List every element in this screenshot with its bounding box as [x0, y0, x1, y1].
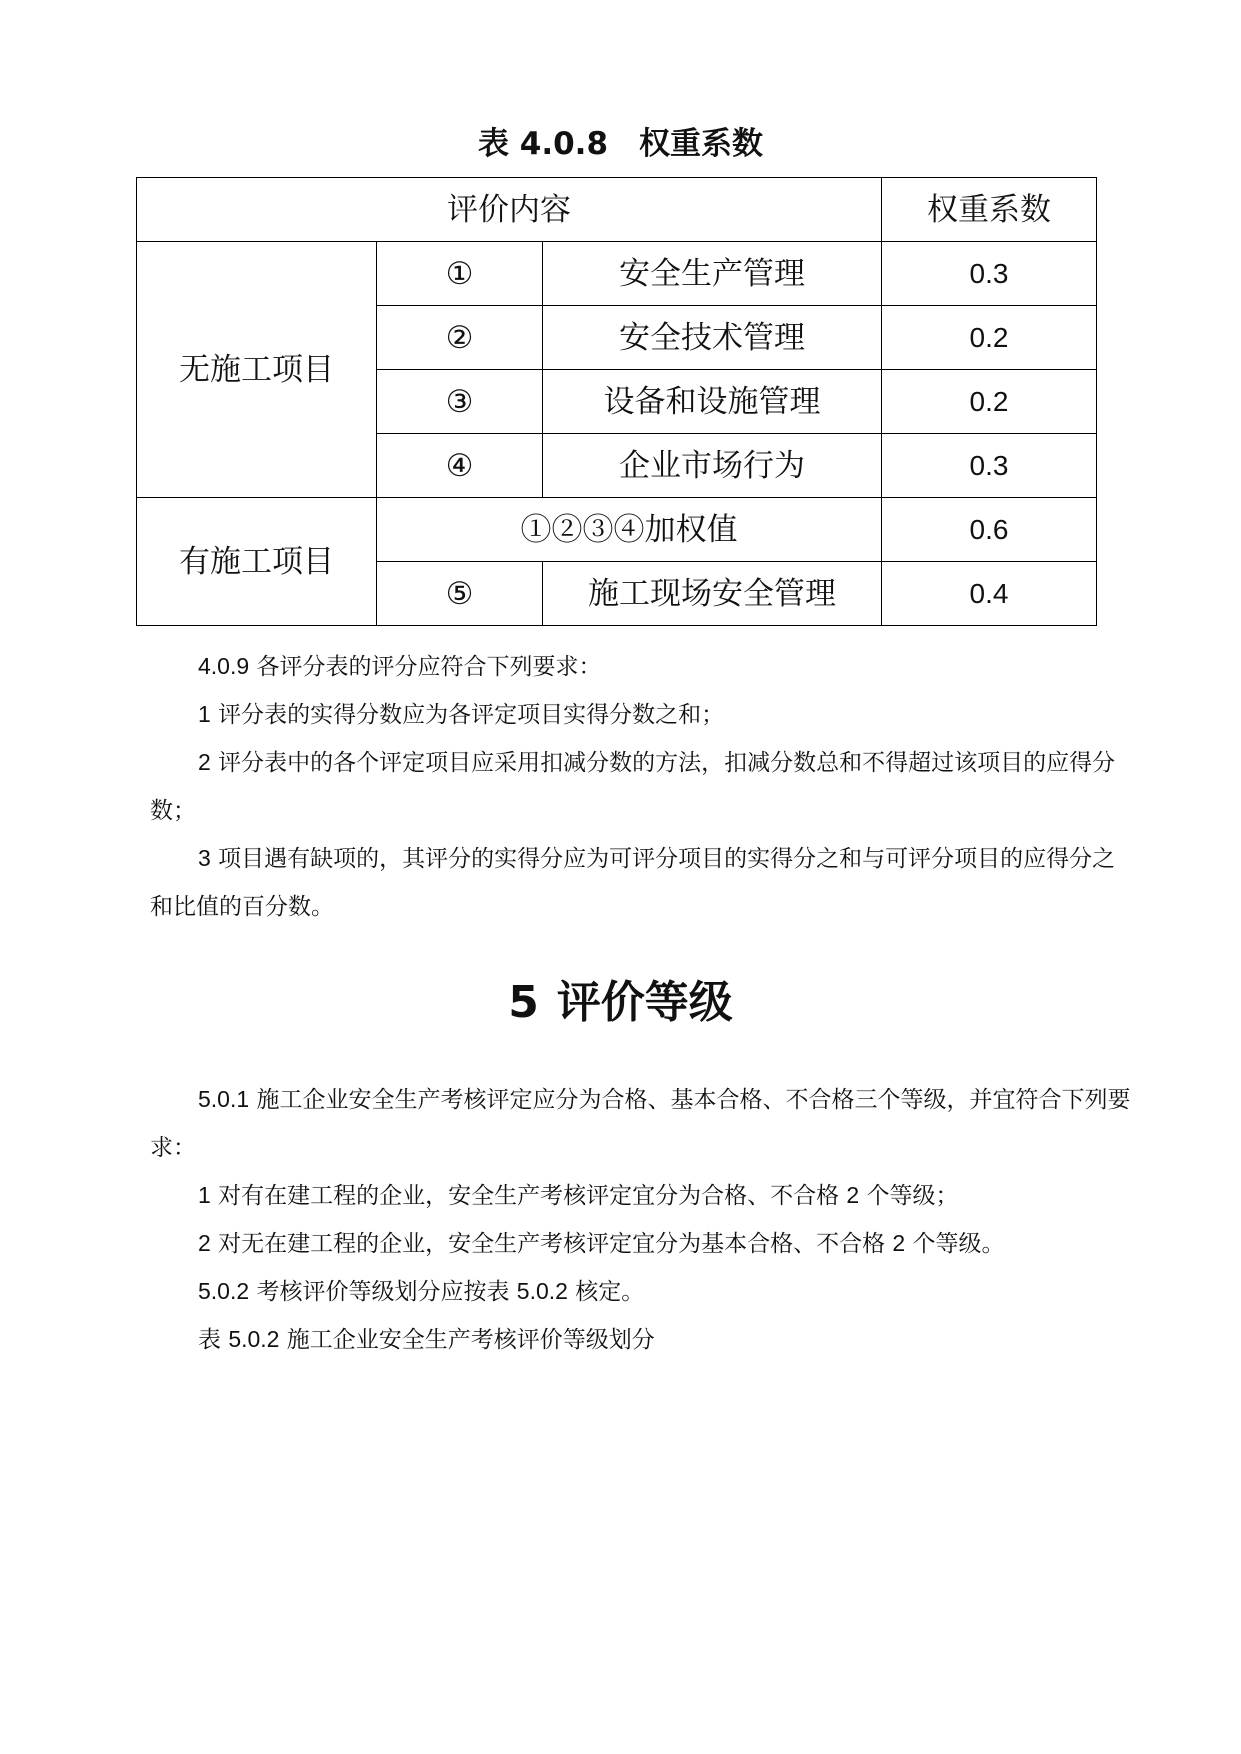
level-count: 2	[892, 1230, 906, 1256]
item-mark: ⑤	[377, 562, 543, 626]
table-row	[137, 498, 1097, 562]
clause-number: 5.0.2	[198, 1278, 250, 1304]
header-weight-coefficient: 权重系数	[882, 178, 1097, 242]
clause-text-end: 核定。	[567, 1279, 645, 1305]
weight-coefficient-table	[136, 177, 1097, 626]
group-label-no-construction: 无施工项目	[137, 242, 377, 498]
item-text: 项目遇有缺项的，其评分的实得分应为可评分项目的实得分之和与可评分项目的应得分之和比值的百分数。	[150, 846, 1116, 920]
item-text: 对有在建工程的企业，安全生产考核评定宜分为合格、不合格	[210, 1183, 847, 1209]
item-number: 2	[198, 1230, 211, 1256]
clause-4-0-9-item-3	[150, 834, 1136, 931]
item-text-end: 个等级。	[905, 1231, 1005, 1257]
item-weight: 0.2	[882, 306, 1097, 370]
caption-prefix: 表	[198, 1327, 229, 1353]
group-label-with-construction: 有施工项目	[137, 498, 377, 626]
item-mark: ①	[377, 242, 543, 306]
item-weight: 0.2	[882, 370, 1097, 434]
table-header-row	[137, 178, 1097, 242]
item-mark: ③	[377, 370, 543, 434]
clause-4-0-9	[150, 642, 1136, 691]
item-weight: 0.3	[882, 434, 1097, 498]
clause-4-0-9-item-1	[150, 690, 1136, 739]
caption-number: 5.0.2	[228, 1326, 280, 1352]
item-text: 评分表的实得分数应为各评定项目实得分数之和；	[210, 702, 725, 728]
clause-5-0-1-item-2	[150, 1219, 1136, 1268]
table-caption: 表 4.0.8 权重系数	[477, 126, 764, 162]
clause-text: 考核评价等级划分应按表	[249, 1279, 517, 1305]
item-text-end: 个等级；	[859, 1183, 959, 1209]
clause-number: 5.0.1	[198, 1086, 250, 1112]
item-text: 对无在建工程的企业，安全生产考核评定宜分为基本合格、不合格	[210, 1231, 893, 1257]
clause-text: 各评分表的评分应符合下列要求：	[249, 654, 602, 680]
weighted-value-label: ①②③④加权值	[377, 498, 882, 562]
clause-text: 施工企业安全生产考核评定应分为合格、基本合格、不合格三个等级，并宜符合下列要求：	[150, 1087, 1131, 1161]
item-name: 企业市场行为	[543, 434, 882, 498]
item-number: 2	[198, 749, 211, 775]
item-number: 3	[198, 845, 211, 871]
section-title: 评价等级	[556, 977, 733, 1028]
item-mark: ④	[377, 434, 543, 498]
item-name: 施工现场安全管理	[543, 562, 882, 626]
item-number: 1	[198, 701, 211, 727]
item-mark: ②	[377, 306, 543, 370]
level-count: 2	[846, 1182, 860, 1208]
section-number: 5	[508, 977, 539, 1028]
item-text: 评分表中的各个评定项目应采用扣减分数的方法，扣减分数总和不得超过该项目的应得分数；	[150, 750, 1116, 824]
clause-4-0-9-item-2	[150, 738, 1136, 835]
item-number: 1	[198, 1182, 211, 1208]
caption-title: 施工企业安全生产考核评价等级划分	[279, 1327, 655, 1353]
clause-5-0-1-item-1	[150, 1171, 1136, 1220]
table-row	[137, 242, 1097, 306]
clause-5-0-2	[150, 1267, 1136, 1316]
item-name: 设备和设施管理	[543, 370, 882, 434]
item-name: 安全技术管理	[543, 306, 882, 370]
table-5-0-2-caption	[150, 1315, 1136, 1364]
clause-5-0-1	[150, 1075, 1136, 1172]
clause-number: 4.0.9	[198, 653, 250, 679]
item-name: 安全生产管理	[543, 242, 882, 306]
item-weight: 0.3	[882, 242, 1097, 306]
weighted-value-weight: 0.6	[882, 498, 1097, 562]
section-heading	[0, 975, 1241, 1031]
item-weight: 0.4	[882, 562, 1097, 626]
header-evaluation-content: 评价内容	[137, 178, 882, 242]
table-reference: 5.0.2	[516, 1278, 568, 1304]
